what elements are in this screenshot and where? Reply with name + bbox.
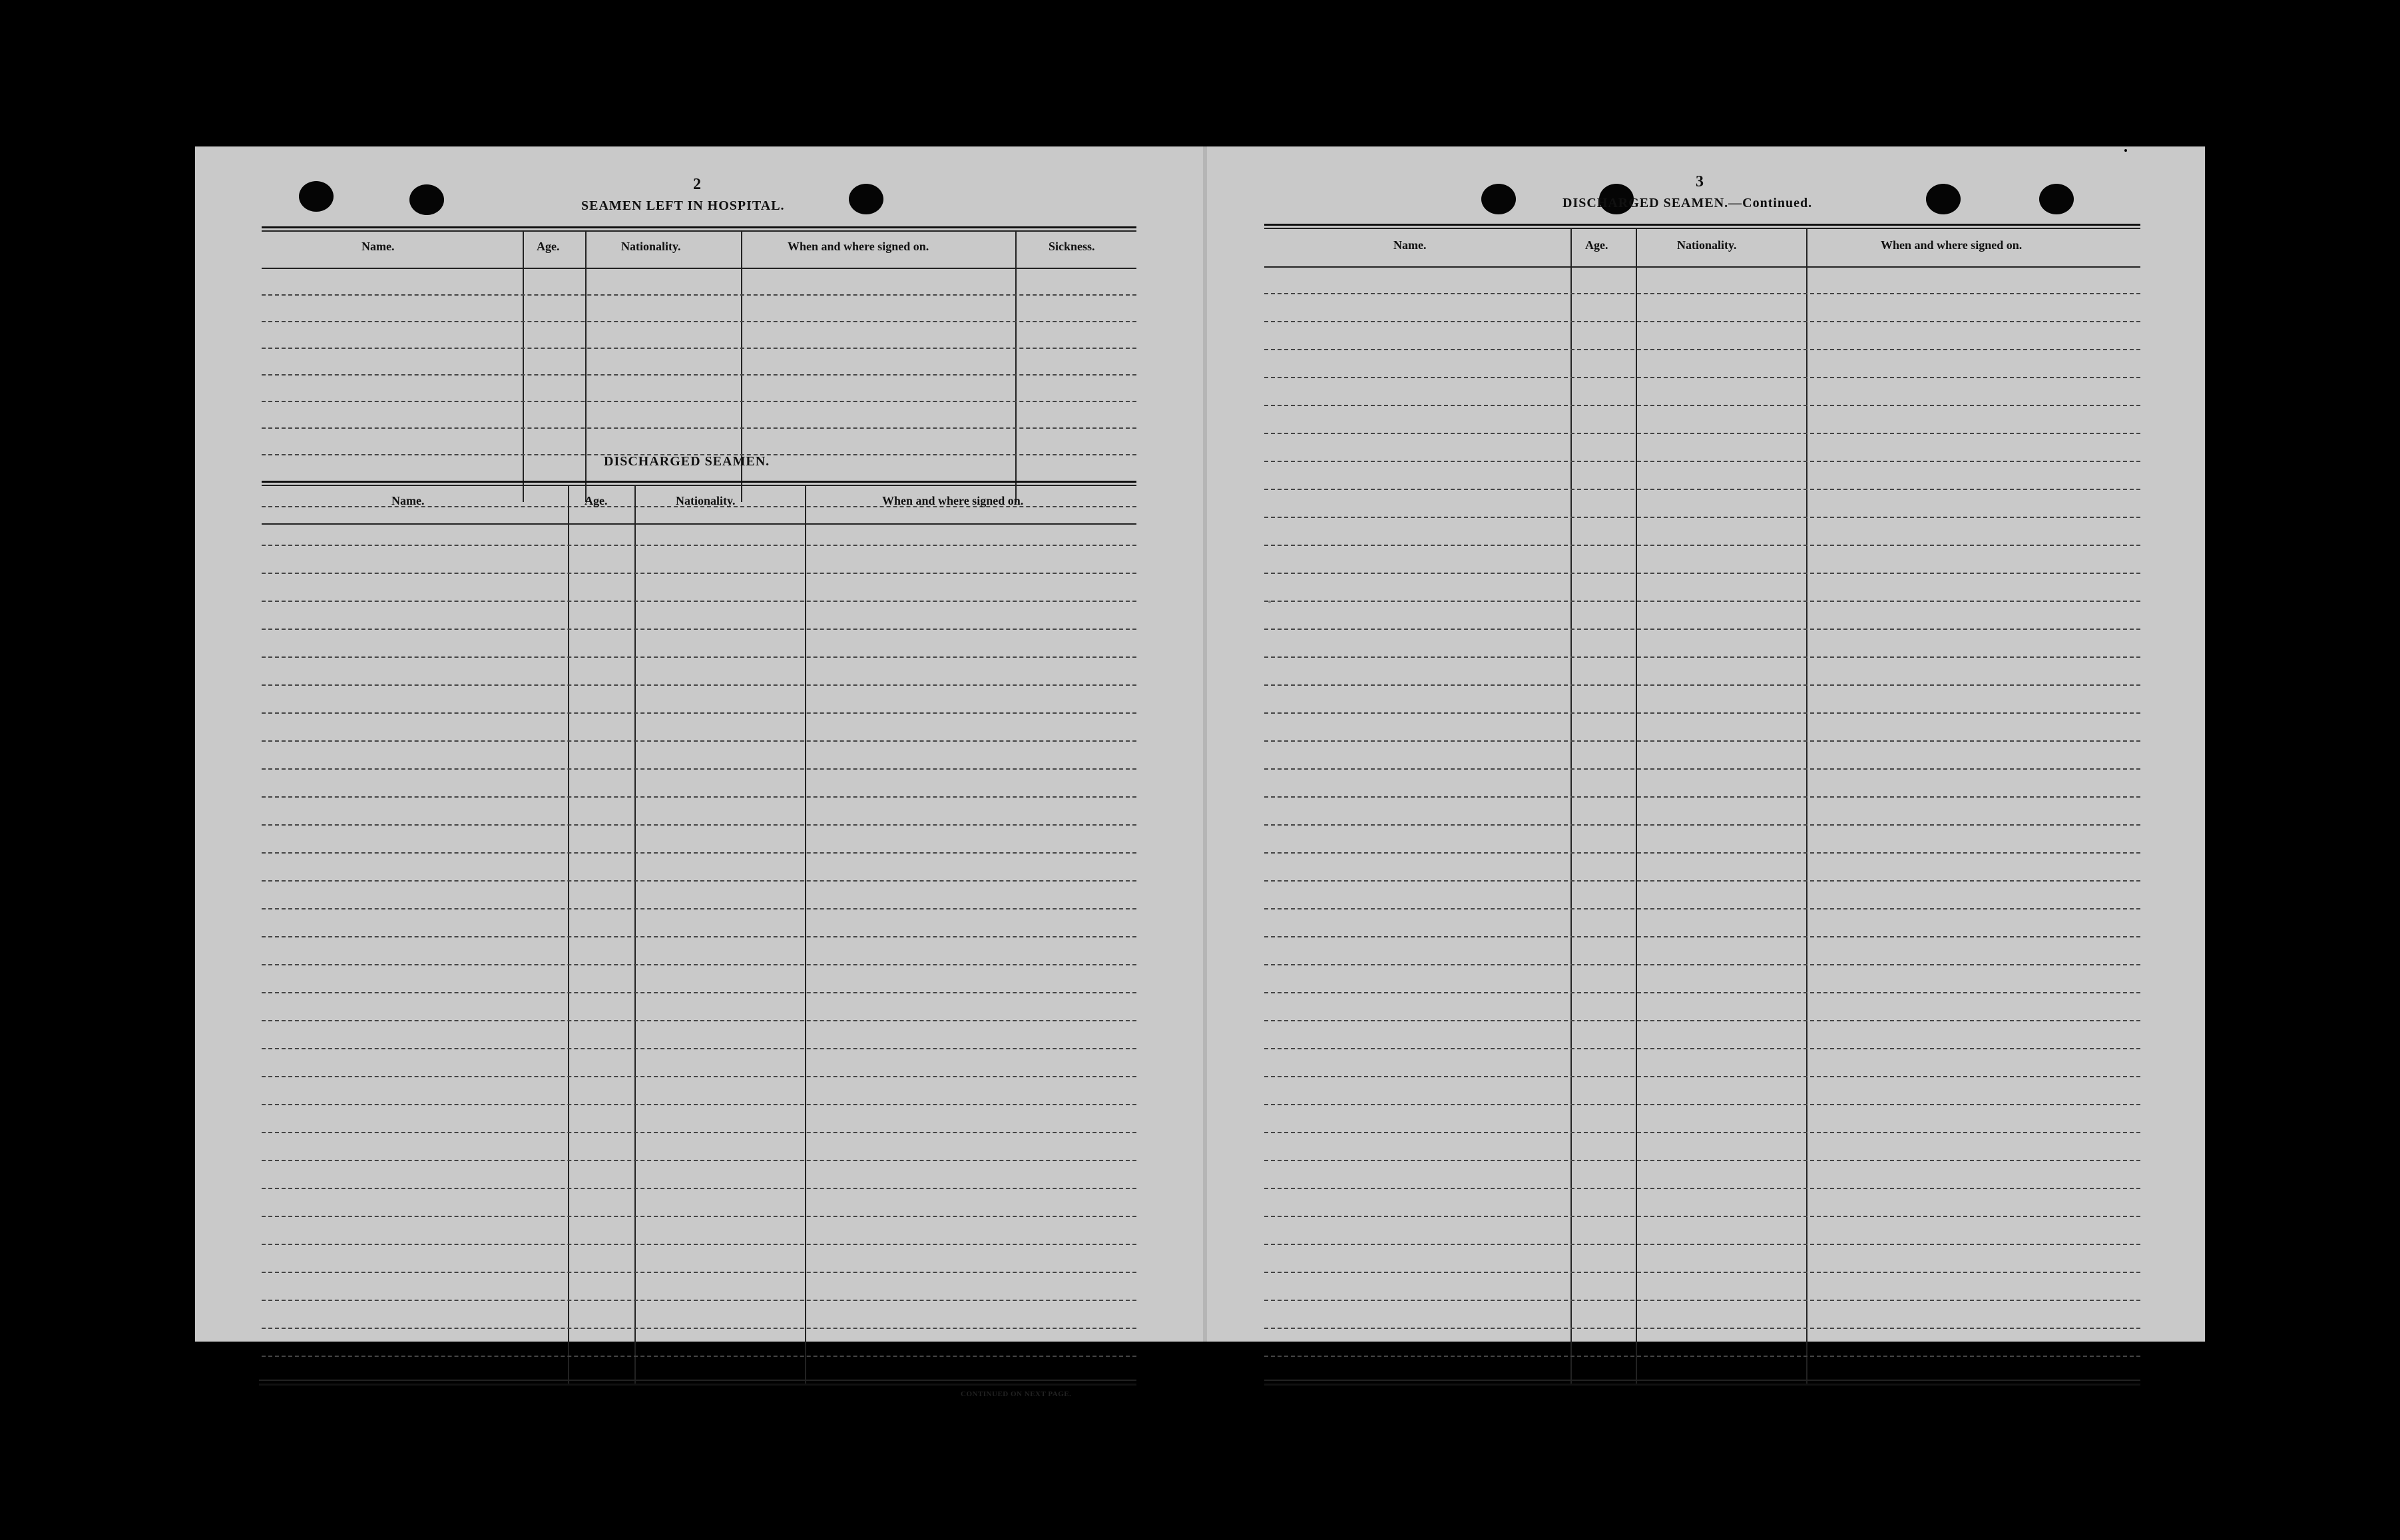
row-line [262,629,1136,630]
punch-hole [409,184,444,215]
row-line [262,964,1136,965]
table-top-rule [262,481,1136,483]
row-line [1264,656,2140,658]
column-divider [1806,228,1807,1384]
column-header-signed-on: When and where signed on. [788,240,929,253]
column-header-nationality: Nationality. [1677,238,1737,252]
row-line [262,601,1136,602]
row-line [1264,768,2140,770]
row-line [262,1132,1136,1133]
row-line [262,1272,1136,1273]
row-line [1264,1272,2140,1273]
row-line [1264,992,2140,993]
row-line [262,294,1136,296]
row-line [1264,433,2140,434]
column-divider [1636,228,1637,1384]
column-divider [1015,230,1017,502]
row-line [262,1104,1136,1105]
table-top-rule [262,226,1136,228]
row-line [262,908,1136,909]
row-line [1264,1216,2140,1217]
punch-hole [1481,184,1516,214]
scanned-form [195,146,2205,1398]
row-line [262,684,1136,686]
column-header-name: Name. [391,494,425,507]
row-line [1264,908,2140,909]
table-bottom-rule [259,1384,1136,1386]
column-divider [585,230,587,502]
row-line [1264,405,2140,406]
table-top-rule [262,230,1136,232]
row-line [1264,1244,2140,1245]
column-header-age: Age. [585,494,608,507]
row-line [262,573,1136,574]
row-line [1264,1300,2140,1301]
page-number: 2 [693,176,701,193]
row-line [262,1356,1136,1357]
scan-speck [2124,149,2127,152]
row-line [262,1216,1136,1217]
section-title: SEAMEN LEFT IN HOSPITAL. [581,198,785,213]
row-line [262,740,1136,742]
page-fold [1203,146,1207,1342]
column-header-signed-on: When and where signed on. [1881,238,2023,252]
row-line [1264,1160,2140,1161]
continued-note: CONTINUED ON NEXT PAGE. [961,1390,1072,1398]
row-line [262,545,1136,546]
row-line [262,1048,1136,1049]
column-header-name: Name. [361,240,395,253]
table-bottom-rule [259,1380,1136,1381]
row-line [1264,1356,2140,1357]
row-line [1264,629,2140,630]
section-title: DISCHARGED SEAMEN.—Continued. [1562,196,1813,210]
column-header-name: Name. [1393,238,1427,252]
punch-hole [299,181,334,212]
row-line [1264,964,2140,965]
row-line [1264,1076,2140,1077]
row-line [1264,489,2140,490]
row-line [262,1300,1136,1301]
row-line [262,796,1136,798]
header-rule [262,268,1136,269]
row-line [1264,573,2140,574]
row-line [262,712,1136,714]
table-bottom-rule [1264,1384,2140,1386]
row-line [1264,740,2140,742]
column-header-age: Age. [537,240,560,253]
column-divider [523,230,524,502]
column-header-sickness: Sickness. [1049,240,1095,253]
row-line [1264,1188,2140,1189]
row-line [1264,824,2140,826]
table-top-rule [1264,224,2140,226]
row-line [262,374,1136,376]
column-header-nationality: Nationality. [676,494,736,507]
section-title: DISCHARGED SEAMEN. [604,454,770,469]
row-line [262,321,1136,322]
row-line [1264,712,2140,714]
row-line [262,1160,1136,1161]
row-line [262,1020,1136,1021]
row-line [262,992,1136,993]
row-line [1264,377,2140,378]
column-header-signed-on: When and where signed on. [882,494,1024,507]
column-divider [568,485,569,1385]
row-line [1264,461,2140,462]
column-header-nationality: Nationality. [621,240,681,253]
table-top-rule [262,485,1136,486]
row-line [1264,321,2140,322]
row-line [262,936,1136,937]
row-line [262,1076,1136,1077]
row-line [1264,545,2140,546]
punch-hole [849,184,883,214]
row-line [1264,936,2140,937]
column-divider [1570,228,1572,1384]
row-line [1264,349,2140,350]
header-rule [1264,266,2140,268]
column-header-age: Age. [1585,238,1608,252]
row-line [262,656,1136,658]
column-divider [805,485,806,1385]
row-line [262,768,1136,770]
row-line [1264,293,2140,294]
row-line [262,348,1136,349]
row-line [262,427,1136,429]
table-top-rule [1264,228,2140,229]
row-line [262,824,1136,826]
row-line [262,401,1136,402]
row-line [1264,1020,2140,1021]
row-line [1264,1104,2140,1105]
row-line [1264,1048,2140,1049]
header-rule [262,523,1136,525]
row-line [1264,517,2140,518]
punch-hole [1926,184,1961,214]
row-line [1264,1328,2140,1329]
table-bottom-rule [1264,1380,2140,1381]
row-line [1264,880,2140,882]
row-line [262,1244,1136,1245]
row-line [1264,796,2140,798]
row-line [262,852,1136,854]
row-line [262,880,1136,882]
row-line [262,1188,1136,1189]
row-line [1264,601,2140,602]
row-line [1264,684,2140,686]
row-line [1264,1132,2140,1133]
punch-hole [2039,184,2074,214]
row-line [1264,852,2140,854]
page-number: 3 [1696,173,1704,190]
row-line [262,1328,1136,1329]
scan-speck [1268,601,1271,603]
column-divider [634,485,636,1385]
